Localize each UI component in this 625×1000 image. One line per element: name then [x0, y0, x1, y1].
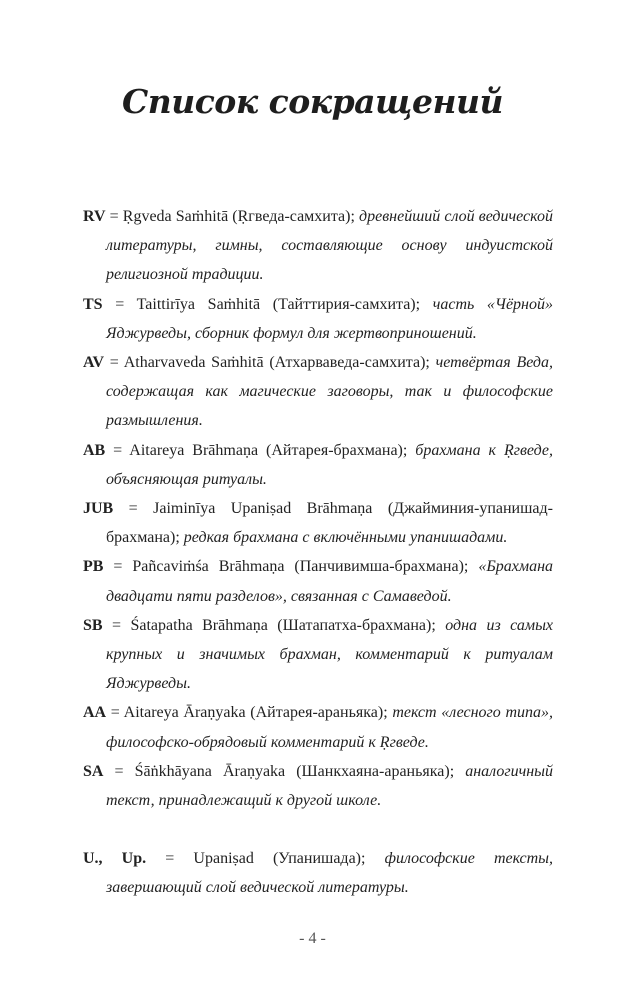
- equals: =: [102, 295, 137, 313]
- term: Aitareya Āraṇyaka (Айтарея-араньяка);: [123, 704, 393, 722]
- description: одна из самых крупных и значимых брахман, комментарий к ритуалам Яджурведы.: [106, 616, 554, 693]
- description: аналогичный текст, принадлежащий к другой школе.: [106, 762, 553, 810]
- abbreviation: RV: [83, 208, 106, 225]
- term: Śāṅkhāyana Āraṇyaka (Шанкхаяна-араньяка);: [134, 762, 466, 780]
- abbreviation: TS: [83, 295, 103, 313]
- description: часть «Чёрной» Яджурведы, сборник формул для жертвоприношений.: [106, 295, 553, 342]
- description: древнейший слой ведической литературы, гимны, составляющие основу индуистской религиозной традиции.: [106, 208, 554, 284]
- term: Taittirīya Saṁhitā (Тайттирия-самхита);: [136, 295, 433, 313]
- abbreviation: U., Up.: [83, 850, 147, 868]
- abbreviation-entry: [83, 552, 553, 610]
- abbreviation-entry: [83, 290, 553, 348]
- abbreviation: SA: [83, 762, 104, 780]
- description: текст «лесного типа», философско-обрядовый комментарий к Ṛгведе.: [106, 704, 553, 751]
- term: Upaniṣad (Упанишада);: [193, 850, 385, 868]
- term: Jaiminīya Upaniṣad Brāhmaṇa (Джайминия-упанишад-брахмана);: [106, 500, 553, 547]
- term: Śatapatha Brāhmaṇa (Шатапатха-брахмана);: [130, 616, 446, 634]
- page-number: - 4 -: [299, 929, 326, 947]
- description: редкая брахмана с включёнными упанишадами.: [183, 529, 508, 547]
- description: «Брахмана двадцати пяти разделов», связанная с Самаведой.: [106, 558, 553, 605]
- equals: =: [113, 500, 154, 518]
- abbreviation-entry: [83, 436, 553, 494]
- page-title: Список сокращений: [121, 82, 504, 121]
- abbreviation-entry: [83, 348, 553, 436]
- abbreviation-entry: [83, 494, 553, 552]
- abbreviation-entry: [83, 698, 553, 756]
- abbreviation: AV: [83, 354, 105, 372]
- equals: =: [102, 616, 131, 634]
- term: Pañcaviṁśa Brāhmaṇa (Панчивимша-брахмана);: [132, 558, 479, 576]
- abbreviation: AB: [83, 441, 106, 459]
- abbreviation-entry: [83, 844, 553, 902]
- equals: =: [105, 441, 130, 459]
- equals: =: [106, 704, 124, 722]
- equals: =: [103, 558, 133, 576]
- equals: =: [103, 762, 135, 780]
- abbreviation-entry: [83, 757, 553, 815]
- abbreviation: PB: [83, 558, 104, 576]
- term: Ṛgveda Saṁhitā (Ṛгведа-самхита);: [122, 208, 360, 225]
- abbreviation-entry: [83, 611, 553, 699]
- abbreviation: JUB: [83, 500, 114, 518]
- term: Atharvaveda Saṁhitā (Атхарваведа-самхита);: [123, 354, 436, 372]
- equals: =: [104, 354, 124, 372]
- description: брахмана к Ṛгведе, объясняющая ритуалы.: [106, 441, 554, 488]
- abbreviation: AA: [83, 704, 107, 722]
- term: Aitareya Brāhmaṇa (Айтарея-брахмана);: [129, 441, 416, 459]
- abbreviation: SB: [83, 616, 103, 634]
- equals: =: [105, 208, 123, 225]
- description: четвёртая Веда, содержащая как магические заговоры, так и философские размышления.: [106, 354, 554, 430]
- equals: =: [146, 850, 194, 868]
- abbreviation-list: [83, 202, 553, 903]
- abbreviation-entry: [83, 202, 553, 290]
- description: философские тексты, завершающий слой ведической литературы.: [106, 850, 554, 897]
